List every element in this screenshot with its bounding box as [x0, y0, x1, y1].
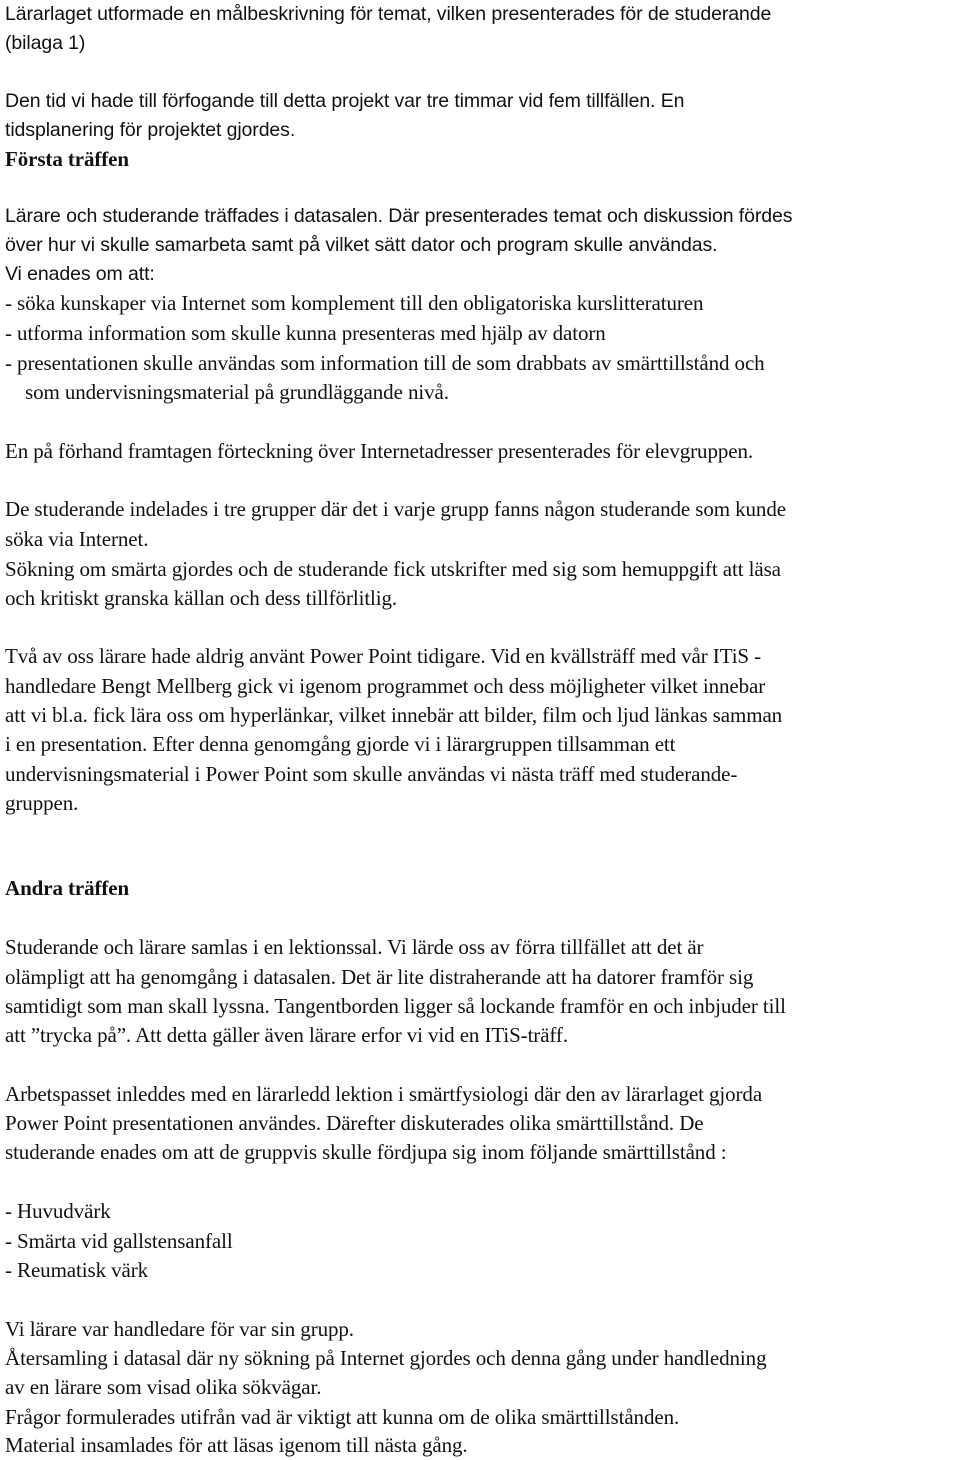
- paragraph-line: att ”trycka på”. Att detta gäller även lärare erfor vi vid en ITiS-träff.: [5, 1023, 568, 1047]
- list-item: - Reumatisk värk: [5, 1258, 149, 1282]
- intro-line: (bilaga 1): [5, 32, 86, 54]
- paragraph-line: Återsamling i datasal där ny sökning på Internet gjordes och denna gång under handledning: [5, 1346, 767, 1370]
- intro-line: tidsplanering för projektet gjordes.: [5, 119, 296, 141]
- paragraph-line: gruppen.: [5, 791, 79, 815]
- paragraph-line: Material insamlades för att läsas igenom till nästa gång.: [5, 1433, 468, 1457]
- bullet-item: - söka kunskaper via Internet som komplement till den obligatoriska kurslitteraturen: [5, 291, 704, 315]
- paragraph-line: Vi lärare var handledare för var sin grupp.: [5, 1317, 354, 1341]
- paragraph-line: Lärare och studerande träffades i datasalen. Där presenterades temat och diskussion fördes: [5, 205, 793, 227]
- paragraph-line: Arbetspasset inleddes med en lärarledd lektion i smärtfysiologi där den av lärarlaget gjorda: [5, 1082, 763, 1106]
- paragraph-line: av en lärare som visad olika sökvägar.: [5, 1375, 322, 1399]
- intro-line: Den tid vi hade till förfogande till detta projekt var tre timmar vid fem tillfällen. En: [5, 90, 685, 112]
- paragraph-line: i en presentation. Efter denna genomgång gjorde vi i lärargruppen tillsamman ett: [5, 732, 676, 756]
- paragraph-line: De studerande indelades i tre grupper där det i varje grupp fanns någon studerande som kunde: [5, 497, 786, 521]
- paragraph-line: och kritiskt granska källan och dess tillförlitlig.: [5, 586, 398, 610]
- paragraph-line: Två av oss lärare hade aldrig använt Power Point tidigare. Vid en kvällsträff med vår ITiS -: [5, 644, 762, 668]
- paragraph-line: söka via Internet.: [5, 527, 149, 551]
- bullet-item-continuation: som undervisningsmaterial på grundläggande nivå.: [25, 380, 449, 404]
- paragraph-line: samtidigt som man skall lyssna. Tangentborden ligger så lockande framför en och inbjuder till: [5, 994, 786, 1018]
- paragraph-line: Sökning om smärta gjordes och de studerande fick utskrifter med sig som hemuppgift att läsa: [5, 557, 781, 581]
- bullet-item: - utforma information som skulle kunna presenteras med hjälp av datorn: [5, 321, 606, 345]
- paragraph-line: över hur vi skulle samarbeta samt på vilket sätt dator och program skulle användas.: [5, 234, 718, 256]
- paragraph-line: Vi enades om att:: [5, 263, 155, 285]
- list-item: - Smärta vid gallstensanfall: [5, 1229, 233, 1253]
- list-item: - Huvudvärk: [5, 1199, 111, 1223]
- paragraph-line: handledare Bengt Mellberg gick vi igenom programmet och dess möjligheter vilket innebar: [5, 674, 766, 698]
- paragraph-line: undervisningsmaterial i Power Point som skulle användas vi nästa träff med studerande-: [5, 762, 738, 786]
- paragraph-line: Frågor formulerades utifrån vad är viktigt att kunna om de olika smärttillstånden.: [5, 1405, 680, 1429]
- paragraph-line: Studerande och lärare samlas i en lektionssal. Vi lärde oss av förra tillfället att det är: [5, 935, 704, 959]
- paragraph-line: studerande enades om att de gruppvis skulle fördjupa sig inom följande smärttillstånd :: [5, 1140, 727, 1164]
- paragraph-line: att vi bl.a. fick lära oss om hyperlänkar, vilket innebär att bilder, film och ljud länkas samman: [5, 703, 783, 727]
- section-heading-forsta-traffen: Första träffen: [5, 147, 129, 171]
- paragraph-line: En på förhand framtagen förteckning över Internetadresser presenterades för elevgruppen.: [5, 439, 754, 463]
- paragraph-line: Power Point presentationen användes. Därefter diskuterades olika smärttillstånd. De: [5, 1111, 704, 1135]
- section-heading-andra-traffen: Andra träffen: [5, 876, 130, 900]
- paragraph-line: olämpligt att ha genomgång i datasalen. Det är lite distraherande att ha datorer framför sig: [5, 965, 754, 989]
- intro-line: Lärarlaget utformade en målbeskrivning för temat, vilken presenterades för de studerande: [5, 3, 772, 25]
- bullet-item: - presentationen skulle användas som information till de som drabbats av smärttillstånd och: [5, 351, 765, 375]
